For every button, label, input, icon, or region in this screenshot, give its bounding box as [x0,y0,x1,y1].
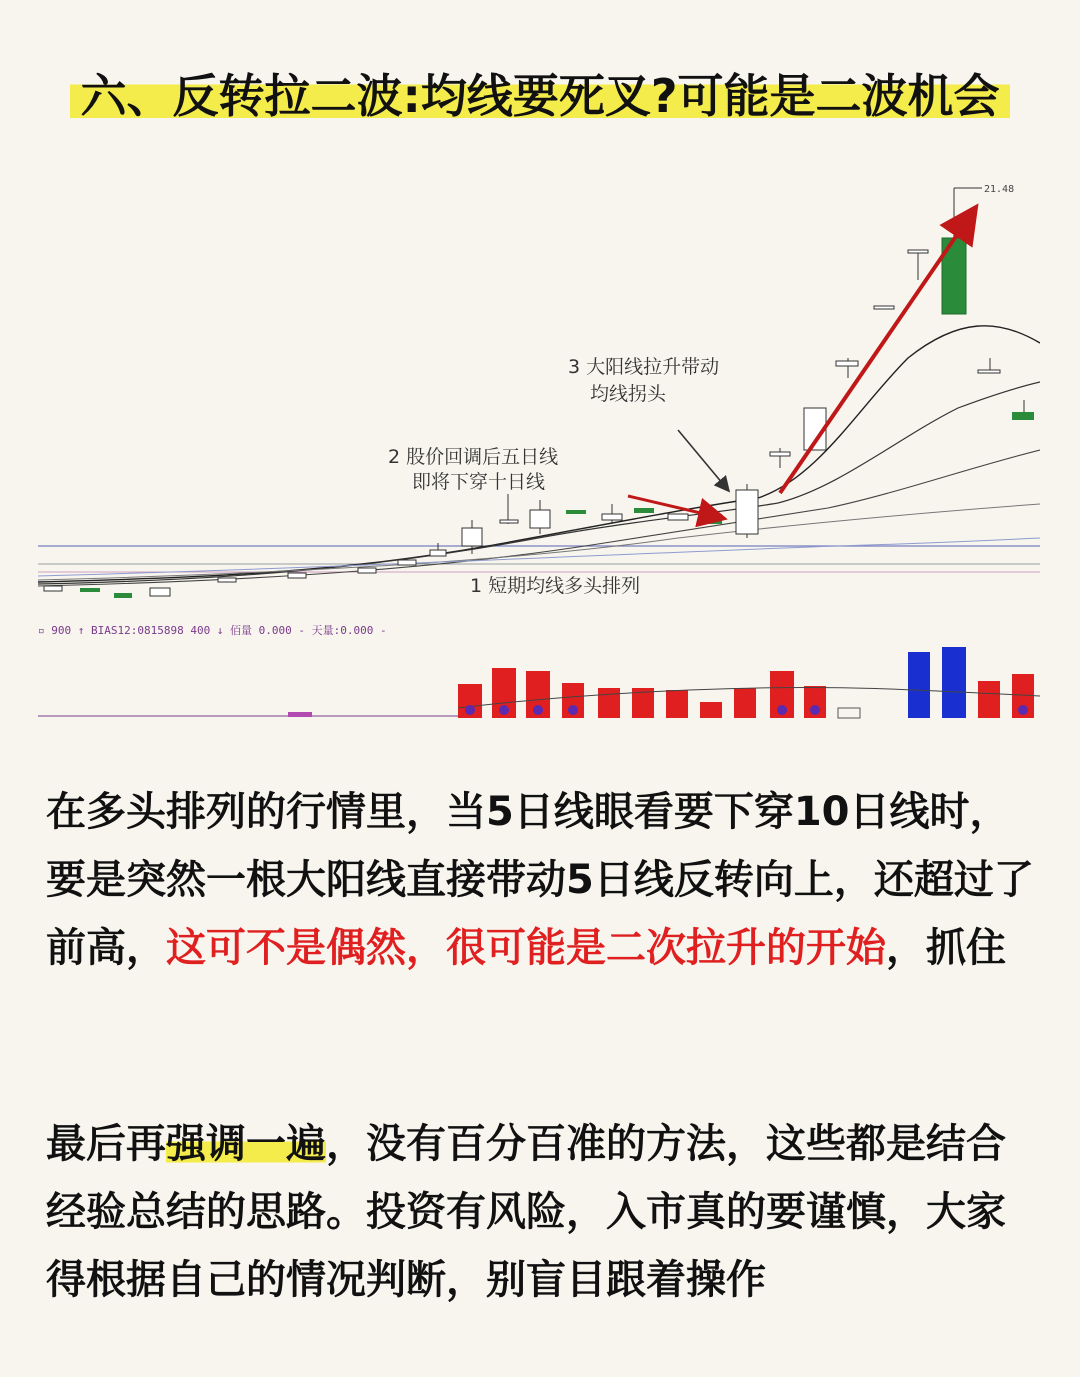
volume-bar [978,681,1000,718]
annotation-2-line2: 即将下穿十日线 [412,471,546,493]
volume-bar [942,647,966,718]
volume-bar [908,652,930,718]
candle [530,510,550,528]
annotation-1: 1 短期均线多头排列 [470,575,641,597]
volume-dot [499,705,509,715]
page-title [0,60,1080,126]
volume-bar [734,688,756,718]
annotation-2-line1: 2 股价回调后五日线 [388,446,559,468]
candle [80,588,100,592]
volume-dot [1018,705,1028,715]
volume-dot [568,705,578,715]
volume-bars [38,647,1040,718]
volume-dot [465,705,475,715]
candle [566,510,586,514]
candle [398,560,416,565]
big-bullish-candle [736,490,758,534]
bottom-fade-overlay [0,1310,1080,1377]
volume-dot [777,705,787,715]
volume-bar [666,690,688,718]
candle [908,250,928,253]
candle [874,306,894,309]
peak-price-label: 21.48 [984,184,1015,195]
volume-bar [838,708,860,718]
rally-arrow [780,210,974,493]
candle [358,568,376,573]
candle [44,586,62,591]
candle [668,514,688,520]
candle [462,528,482,546]
candle [770,452,790,456]
candle [114,593,132,598]
stock-chart-illustration [38,168,1040,720]
candle [500,520,518,523]
explanation-highlight: 这可不是偶然，很可能是二次拉升的开始 [166,925,886,971]
annotation-3-line2: 均线拐头 [590,383,667,405]
candlestick-chart-svg [38,168,1040,720]
explanation-text: 在多头排列的行情里，当5日线眼看要下穿10日线时，要是突然一根大阳线直接带动5日线反转向上，还超过了前高， [46,789,1034,971]
candle [1012,412,1034,420]
pointer-arrow [678,430,728,490]
disclaimer-highlight: 强调一遍 [166,1121,326,1167]
disclaimer-text-rest: ，没有百分百准的方法，这些都是结合经验总结的思路。投资有风险，入市真的要谨慎，大家得根据自己的情况判断，别盲目跟着操作 [46,1121,1006,1303]
volume-dot [810,705,820,715]
volume-bar [700,702,722,718]
candle [978,370,1000,373]
indicator-readout: ▫ 900 ↑ BIAS12:0815898 400 ↓ 佰量 0.000 - 天量:0.000 - [38,624,387,637]
candle [218,578,236,582]
candle [634,508,654,513]
volume-bar [288,712,312,717]
volume-bar [598,688,620,718]
page-title-text: 六、反转拉二波:均线要死叉?可能是二波机会 [70,67,1009,125]
volume-dot [533,705,543,715]
disclaimer-text-start: 最后再 [46,1121,166,1167]
ma60-line [38,538,1040,576]
disclaimer-paragraph [46,1110,1036,1314]
candle [836,361,858,366]
candle [288,573,306,578]
annotation-3-line1: 3 大阳线拉升带动 [568,356,720,378]
explanation-paragraph [46,778,1036,982]
candle [430,550,446,556]
explanation-ending: ，抓住 [886,925,1006,971]
candle [150,588,170,596]
candle [602,514,622,520]
